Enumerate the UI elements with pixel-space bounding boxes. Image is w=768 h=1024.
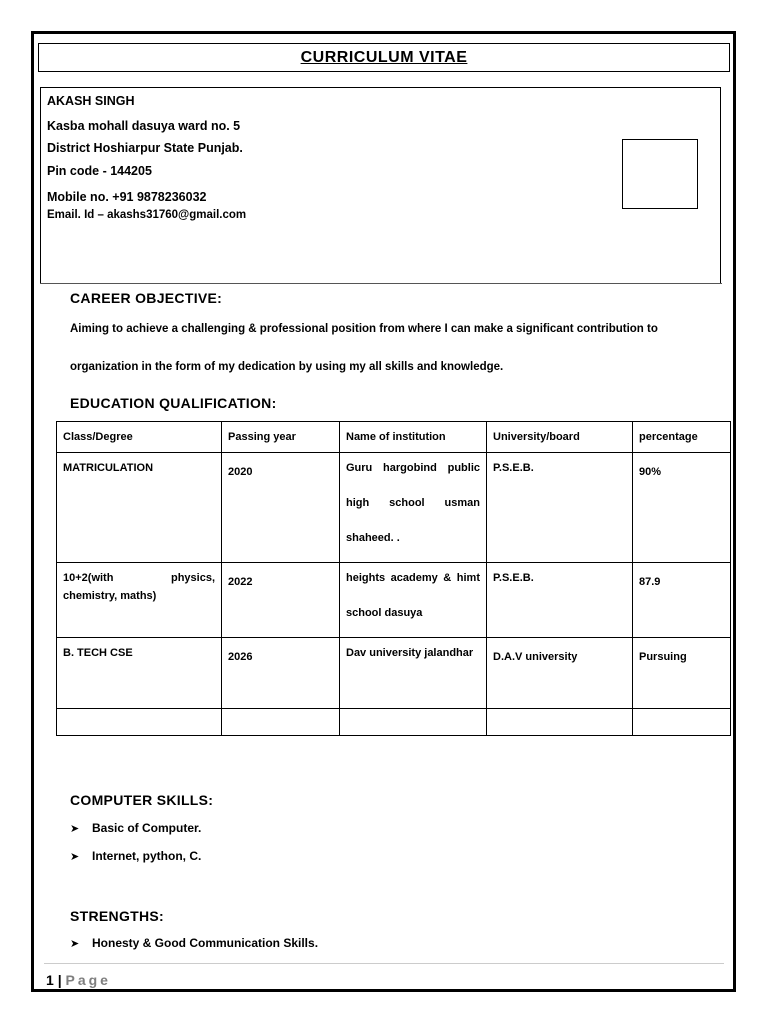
arrow-bullet-icon: ➤ — [70, 823, 80, 835]
address-line-2: District Hoshiarpur State Punjab. — [47, 141, 243, 155]
table-cell — [633, 709, 731, 736]
education-heading: EDUCATION QUALIFICATION: — [70, 395, 277, 411]
footer-divider — [44, 963, 724, 964]
table-header: University/board — [487, 422, 633, 453]
title-box — [38, 43, 730, 72]
arrow-bullet-icon: ➤ — [70, 938, 80, 950]
skills-heading: COMPUTER SKILLS: — [70, 792, 214, 808]
institution-text: Guru hargobind public high school usman shaheed. . — [346, 462, 480, 544]
career-heading: CAREER OBJECTIVE: — [70, 290, 223, 306]
skill-text: Internet, python, C. — [92, 849, 202, 863]
table-cell — [222, 709, 340, 736]
table-cell: 90% — [633, 453, 731, 563]
divider — [40, 283, 722, 284]
table-cell — [340, 453, 487, 563]
table-row — [57, 453, 731, 563]
career-text-line-1: Aiming to achieve a challenging & professional position from where I can make a significant contribution to — [70, 323, 658, 335]
strengths-heading: STRENGTHS: — [70, 908, 164, 924]
table-header-row — [57, 422, 731, 453]
table-cell: Pursuing — [633, 638, 731, 709]
table-header: Class/Degree — [57, 422, 222, 453]
contact-box — [40, 87, 721, 284]
table-cell: D.A.V university — [487, 638, 633, 709]
page-title: CURRICULUM VITAE — [300, 49, 468, 66]
table-cell: 2026 — [222, 638, 340, 709]
page-number: 1 — [46, 972, 54, 988]
table-cell: 2022 — [222, 563, 340, 638]
education-table — [56, 421, 731, 736]
address-line-1: Kasba mohall dasuya ward no. 5 — [47, 119, 241, 133]
table-row — [57, 638, 731, 709]
list-item — [70, 849, 201, 863]
page-label: Page — [65, 972, 111, 988]
table-header: Name of institution — [340, 422, 487, 453]
mobile-number: Mobile no. +91 9878236032 — [47, 190, 207, 204]
table-cell: 10+2(with physics, chemistry, maths) — [57, 563, 222, 638]
table-cell: MATRICULATION — [57, 453, 222, 563]
table-cell — [57, 709, 222, 736]
page-footer — [46, 972, 111, 988]
table-cell: 87.9 — [633, 563, 731, 638]
table-cell — [340, 638, 487, 709]
table-cell — [340, 709, 487, 736]
table-header: percentage — [633, 422, 731, 453]
table-cell — [487, 709, 633, 736]
table-row-empty — [57, 709, 731, 736]
skill-text: Basic of Computer. — [92, 821, 202, 835]
strength-text: Honesty & Good Communication Skills. — [92, 936, 319, 950]
contact-name: AKASH SINGH — [47, 94, 135, 108]
arrow-bullet-icon: ➤ — [70, 851, 80, 863]
table-cell: 2020 — [222, 453, 340, 563]
table-cell — [340, 563, 487, 638]
institution-text: heights academy & himt school dasuya — [346, 572, 480, 619]
table-cell: P.S.E.B. — [487, 453, 633, 563]
list-item — [70, 821, 201, 835]
table-row — [57, 563, 731, 638]
list-item — [70, 936, 318, 950]
table-cell: P.S.E.B. — [487, 563, 633, 638]
photo-placeholder — [622, 139, 698, 209]
table-header: Passing year — [222, 422, 340, 453]
footer-separator: | — [57, 972, 62, 988]
table-cell: B. TECH CSE — [57, 638, 222, 709]
institution-text: Dav university jalandhar — [346, 647, 474, 659]
career-text-line-2: organization in the form of my dedication by using my all skills and knowledge. — [70, 361, 504, 373]
pin-code: Pin code - 144205 — [47, 164, 152, 178]
email: Email. Id – akashs31760@gmail.com — [47, 209, 247, 221]
